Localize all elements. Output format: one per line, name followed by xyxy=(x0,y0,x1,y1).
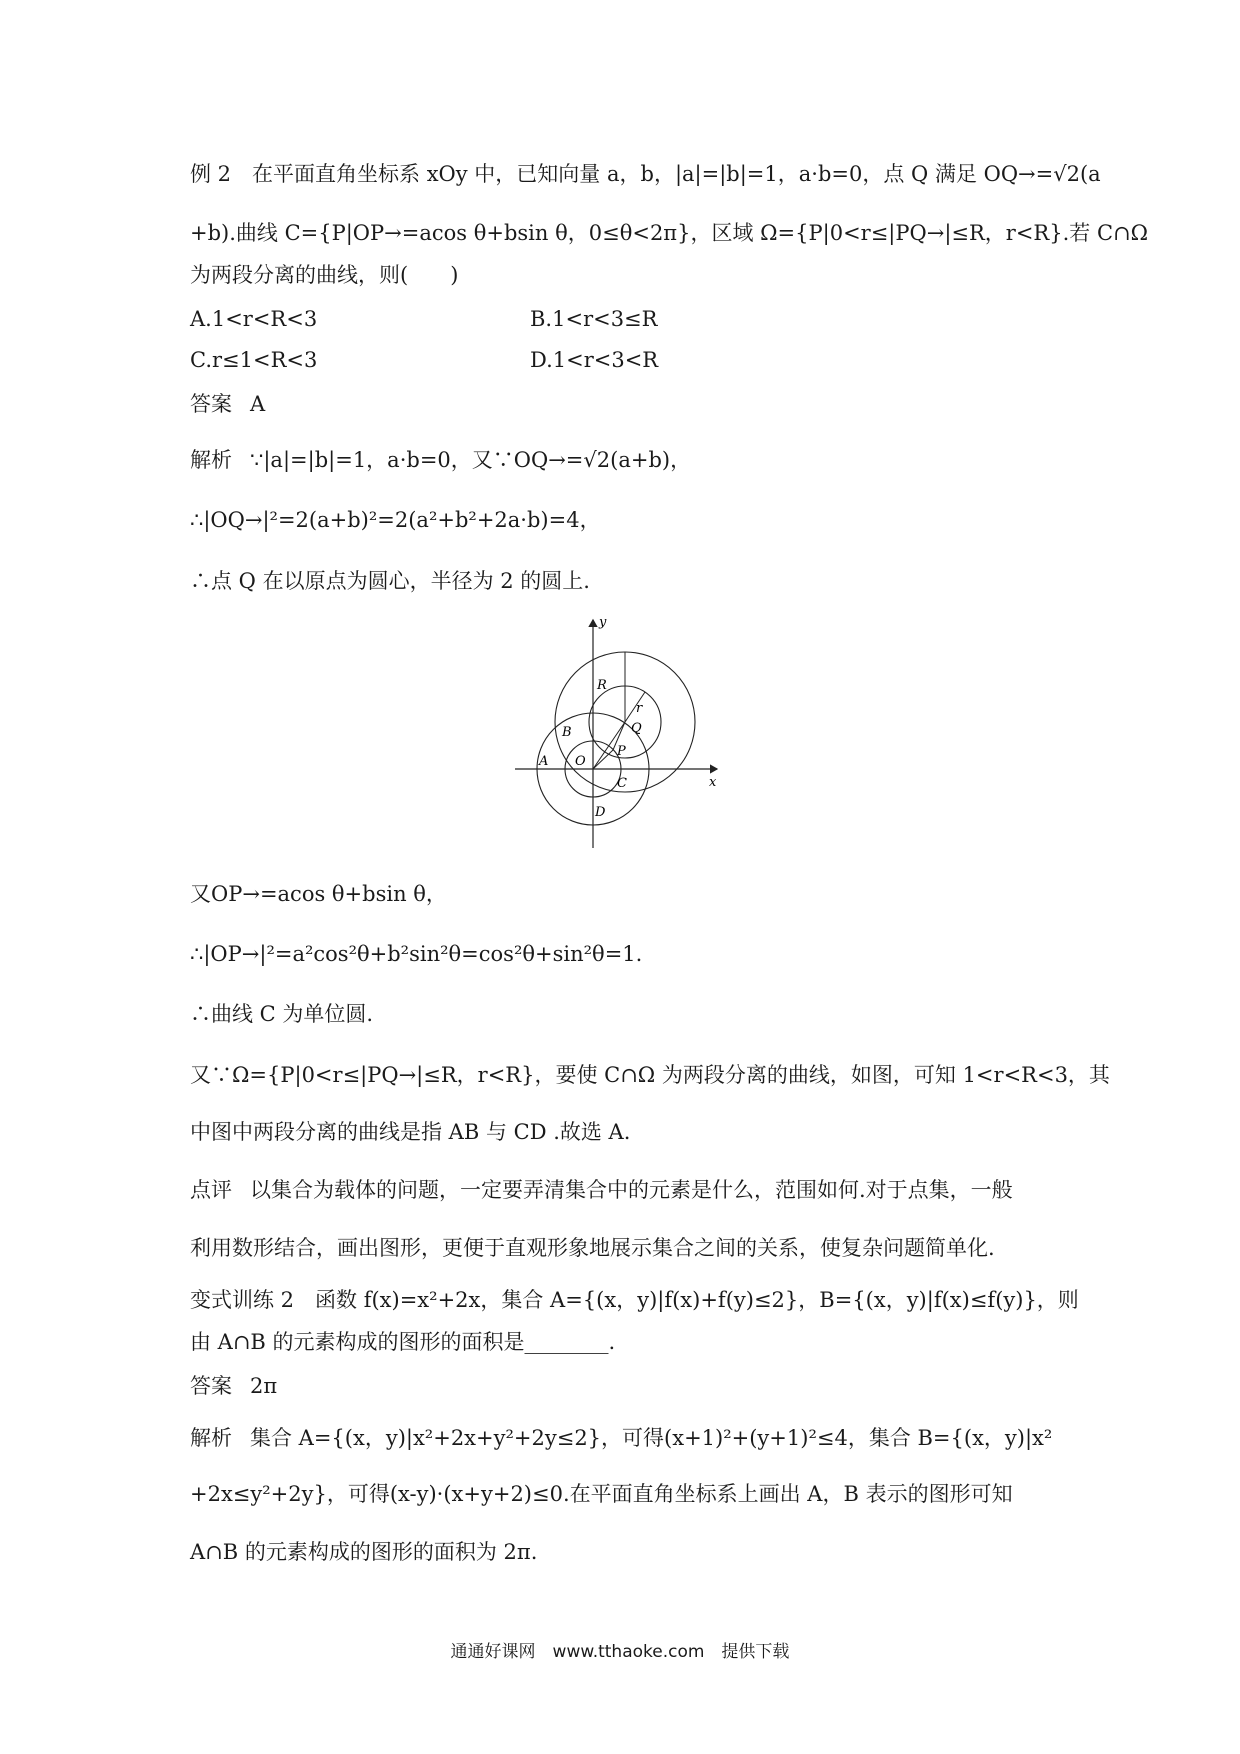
comment-line-2: 利用数形结合，画出图形，更便于直观形象地展示集合之间的关系，使复杂问题简单化. xyxy=(190,1236,995,1260)
exercise-line-1: 变式训练 2 函数 f(x)=x²+2x，集合 A={(x，y)|f(x)+f(y)≤2}，B={(x，y)|f(x)≤f(y)}，则 xyxy=(190,1288,1079,1312)
exercise-line-2: 由 A∩B 的元素构成的图形的面积是________. xyxy=(190,1330,616,1354)
answer-value: A xyxy=(250,392,266,416)
label-O: O xyxy=(575,754,586,769)
x-axis-label: x xyxy=(709,775,717,790)
analysis-text: ∵|a|=|b|=1，a·b=0，又∵OQ→=√2(a+b)， xyxy=(250,448,692,472)
label-A: A xyxy=(539,754,549,769)
option-a: A.1<r<R<3 xyxy=(190,307,318,331)
analysis-1-line-6: ∴曲线 C 为单位圆. xyxy=(190,1002,374,1026)
option-b: B.1<r<3≤R xyxy=(530,307,658,331)
answer-2-value: 2π xyxy=(250,1374,278,1398)
option-c: C.r≤1<R<3 xyxy=(190,348,318,372)
y-axis-label: y xyxy=(599,615,607,630)
comment-label: 点评 xyxy=(190,1178,232,1202)
label-C: C xyxy=(617,776,627,791)
analysis-2-line-3: A∩B 的元素构成的图形的面积为 2π. xyxy=(190,1540,538,1564)
example-line-1: 例 2 在平面直角坐标系 xOy 中，已知向量 a，b，|a|=|b|=1，a·b=0，点 Q 满足 OQ→=√2(a xyxy=(190,162,1101,186)
analysis-2-text: 集合 A={(x，y)|x²+2x+y²+2y≤2}，可得(x+1)²+(y+1)²≤4，集合 B={(x，y)|x² xyxy=(250,1426,1053,1450)
answer-2-label: 答案 xyxy=(190,1374,232,1398)
option-d: D.1<r<3<R xyxy=(530,348,659,372)
label-R: R xyxy=(597,678,607,693)
answer-2 xyxy=(190,1372,1060,1400)
comment-text: 以集合为载体的问题，一定要弄清集合中的元素是什么，范围如何.对于点集，一般 xyxy=(250,1178,1013,1202)
label-Q: Q xyxy=(631,721,642,736)
answer-label: 答案 xyxy=(190,392,232,416)
analysis-2-line-2: +2x≤y²+2y}，可得(x-y)·(x+y+2)≤0.在平面直角坐标系上画出 A，B 表示的图形可知 xyxy=(190,1482,1013,1506)
example-line-2: +b).曲线 C={P|OP→=acos θ+bsin θ，0≤θ<2π}，区域 Ω={P|0<r≤|PQ→|≤R，r<R}.若 C∩Ω xyxy=(190,221,1149,245)
label-D: D xyxy=(595,805,606,820)
label-B: B xyxy=(562,725,572,740)
example-line-3: 为两段分离的曲线，则( ) xyxy=(190,263,459,287)
comment-line-1 xyxy=(190,1176,1060,1204)
label-r: r xyxy=(636,701,643,716)
segment-op xyxy=(593,750,613,769)
analysis-1-line-8: 中图中两段分离的曲线是指 AB 与 CD .故选 A. xyxy=(190,1120,631,1144)
footer-source: 通通好课网 www.tthaoke.com 提供下载 xyxy=(450,1642,790,1662)
analysis-1-line-2: ∴|OQ→|²=2(a+b)²=2(a²+b²+2a·b)=4， xyxy=(190,508,601,532)
circle-diagram xyxy=(505,612,730,850)
analysis-1-line-7: 又∵Ω={P|0<r≤|PQ→|≤R，r<R}，要使 C∩Ω 为两段分离的曲线，如图，可知 1<r<R<3，其 xyxy=(190,1063,1110,1087)
analysis-1-line-4: 又OP→=acos θ+bsin θ， xyxy=(190,882,447,906)
analysis-2-label: 解析 xyxy=(190,1426,232,1450)
answer-1 xyxy=(190,390,1060,418)
analysis-1-line-3: ∴点 Q 在以原点为圆心，半径为 2 的圆上. xyxy=(190,569,590,593)
analysis-1-line-1 xyxy=(190,446,1060,474)
analysis-1-line-5: ∴|OP→|²=a²cos²θ+b²sin²θ=cos²θ+sin²θ=1. xyxy=(190,942,643,966)
label-P: P xyxy=(617,744,626,759)
analysis-2-line-1 xyxy=(190,1424,1060,1452)
analysis-label: 解析 xyxy=(190,448,232,472)
